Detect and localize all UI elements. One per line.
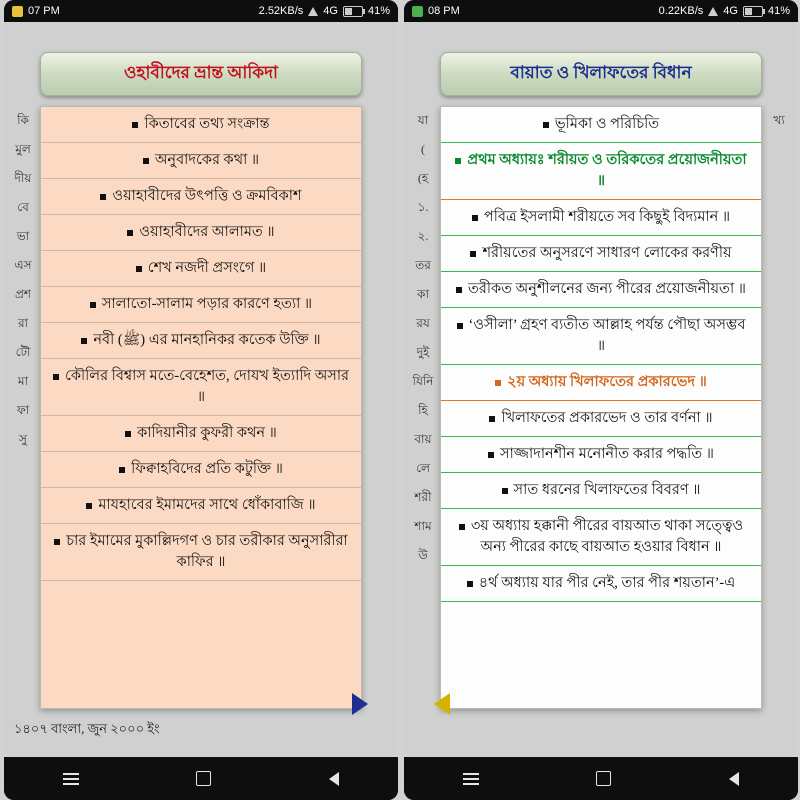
list-item[interactable]: ২য় অধ্যায় খিলাফতের প্রকারভেদ ॥ — [441, 365, 761, 401]
bullet-icon — [125, 431, 131, 437]
back-icon[interactable] — [729, 772, 739, 786]
home-icon[interactable] — [196, 771, 211, 786]
right-title-bar — [440, 52, 762, 96]
right-status-time: 08 PM — [428, 5, 460, 17]
bullet-icon — [54, 539, 60, 545]
list-item[interactable]: ওয়াহাবীদের আলামত ॥ — [41, 215, 361, 251]
bullet-icon — [543, 122, 549, 128]
bullet-icon — [86, 503, 92, 509]
bullet-icon — [467, 581, 473, 587]
list-item[interactable]: সাত ধরনের খিলাফতের বিবরণ ॥ — [441, 473, 761, 509]
bullet-icon — [119, 467, 125, 473]
bullet-icon — [489, 416, 495, 422]
list-item[interactable]: পবিত্র ইসলামী শরীয়তে সব কিছুই বিদ্যমান ॥ — [441, 200, 761, 236]
bullet-icon — [143, 158, 149, 164]
list-item[interactable]: খিলাফতের প্রকারভেদ ও তার বর্ণনা ॥ — [441, 401, 761, 437]
signal-icon — [708, 7, 718, 16]
list-item[interactable]: শেখ নজদী প্রসংগে ॥ — [41, 251, 361, 287]
right-page-title: বায়াত ও খিলাফতের বিধান — [510, 63, 692, 82]
left-page-title: ওহাবীদের ভ্রান্ত আকিদা — [124, 63, 278, 82]
right-phone — [404, 0, 798, 800]
bullet-icon — [457, 323, 463, 329]
signal-icon — [308, 7, 318, 16]
bullet-icon — [502, 488, 508, 494]
list-item[interactable]: ফিক্বাহবিদের প্রতি কটুক্তি ॥ — [41, 452, 361, 488]
notification-icon — [12, 6, 23, 17]
list-item[interactable]: ভূমিকা ও পরিচিতি — [441, 107, 761, 143]
bullet-icon — [132, 122, 138, 128]
list-item[interactable]: সাজ্জাদানশীন মনোনীত করার পদ্ধতি ॥ — [441, 437, 761, 473]
left-network-speed: 2.52KB/s — [258, 5, 304, 17]
bullet-icon — [488, 452, 494, 458]
bullet-icon — [470, 251, 476, 257]
list-item[interactable]: কিতাবের তথ্য সংক্রান্ত — [41, 107, 361, 143]
bullet-icon — [456, 287, 462, 293]
bullet-icon — [495, 380, 501, 386]
left-footer-text: ১৪০৭ বাংলা, জুন ২০০০ ইং — [14, 721, 160, 736]
bullet-icon — [472, 215, 478, 221]
list-item[interactable]: কৌলির বিশ্বাস মতে-বেহেশত, দোযখ ইত্যাদি অসার ॥ — [41, 359, 361, 416]
prev-page-arrow[interactable] — [434, 693, 450, 715]
list-item[interactable]: অনুবাদকের কথা ॥ — [41, 143, 361, 179]
left-toc-panel[interactable] — [40, 106, 362, 709]
list-item[interactable]: প্রথম অধ্যায়ঃ শরীয়ত ও তরিকতের প্রয়োজনীয়তা ॥ — [441, 143, 761, 200]
right-battery-level: 41% — [767, 5, 790, 17]
list-item[interactable]: চার ইমামের মুকাল্লিদগণ ও চার তরীকার অনুসারীরা কাফির ॥ — [41, 524, 361, 581]
right-nav-bar — [404, 757, 798, 800]
bullet-icon — [127, 230, 133, 236]
list-item[interactable]: ওয়াহাবীদের উৎপত্তি ও ক্রমবিকাশ — [41, 179, 361, 215]
bullet-icon — [459, 524, 465, 530]
left-network-type: 4G — [323, 5, 338, 17]
back-icon[interactable] — [329, 772, 339, 786]
list-item[interactable]: ৩য় অধ্যায় হক্কানী পীরের বায়আত থাকা সত্ত্বেও অন্য পীরের কাছে বায়আত হওয়ার বিধান ॥ — [441, 509, 761, 566]
list-item[interactable]: সালাতো-সালাম পড়ার কারণে হত্যা ॥ — [41, 287, 361, 323]
right-toc-panel[interactable] — [440, 106, 762, 709]
left-battery-level: 41% — [367, 5, 390, 17]
list-item[interactable]: মাযহাবের ইমামদের সাথে ধোঁকাবাজি ॥ — [41, 488, 361, 524]
left-phone — [4, 0, 398, 800]
bullet-icon — [90, 302, 96, 308]
battery-icon — [343, 6, 363, 17]
battery-icon — [743, 6, 763, 17]
right-status-bar — [404, 0, 798, 22]
list-item[interactable]: ‘ওসীলা’ গ্রহণ ব্যতীত আল্লাহ পর্যন্ত পৌছা অসম্ভব ॥ — [441, 308, 761, 365]
list-item[interactable]: শরীয়তের অনুসরণে সাধারণ লোকের করণীয় — [441, 236, 761, 272]
right-network-type: 4G — [723, 5, 738, 17]
bullet-icon — [100, 194, 106, 200]
list-item[interactable]: কাদিয়ানীর কুফরী কথন ॥ — [41, 416, 361, 452]
list-item[interactable]: নবী (ﷺ) এর মানহানিকর কতেক উক্তি ॥ — [41, 323, 361, 359]
bullet-icon — [53, 374, 59, 380]
right-background-text-left: যা ( (হ ১. ২. তর কা রয দুই যিনি হি বায় লে শরী শাম উ — [412, 113, 434, 562]
left-title-bar — [40, 52, 362, 96]
notification-icon — [412, 6, 423, 17]
bullet-icon — [136, 266, 142, 272]
menu-icon[interactable] — [63, 778, 79, 780]
left-status-time: 07 PM — [28, 5, 60, 17]
home-icon[interactable] — [596, 771, 611, 786]
menu-icon[interactable] — [463, 778, 479, 780]
list-item[interactable]: ৪র্থ অধ্যায় যার পীর নেই, তার পীর শয়তান’-এ — [441, 566, 761, 602]
next-page-arrow[interactable] — [352, 693, 368, 715]
left-background-text: কি মুল দীয় বে ভা এস প্রশ রা টৌ মা ফা সু — [14, 113, 32, 446]
right-network-speed: 0.22KB/s — [658, 5, 704, 17]
bullet-icon — [81, 338, 87, 344]
right-app-body — [404, 22, 798, 757]
left-status-bar — [4, 0, 398, 22]
bullet-icon — [455, 158, 461, 164]
left-app-body — [4, 22, 398, 757]
right-background-text-right: খ্য — [773, 113, 785, 127]
list-item[interactable]: তরীকত অনুশীলনের জন্য পীরের প্রয়োজনীয়তা ॥ — [441, 272, 761, 308]
left-nav-bar — [4, 757, 398, 800]
